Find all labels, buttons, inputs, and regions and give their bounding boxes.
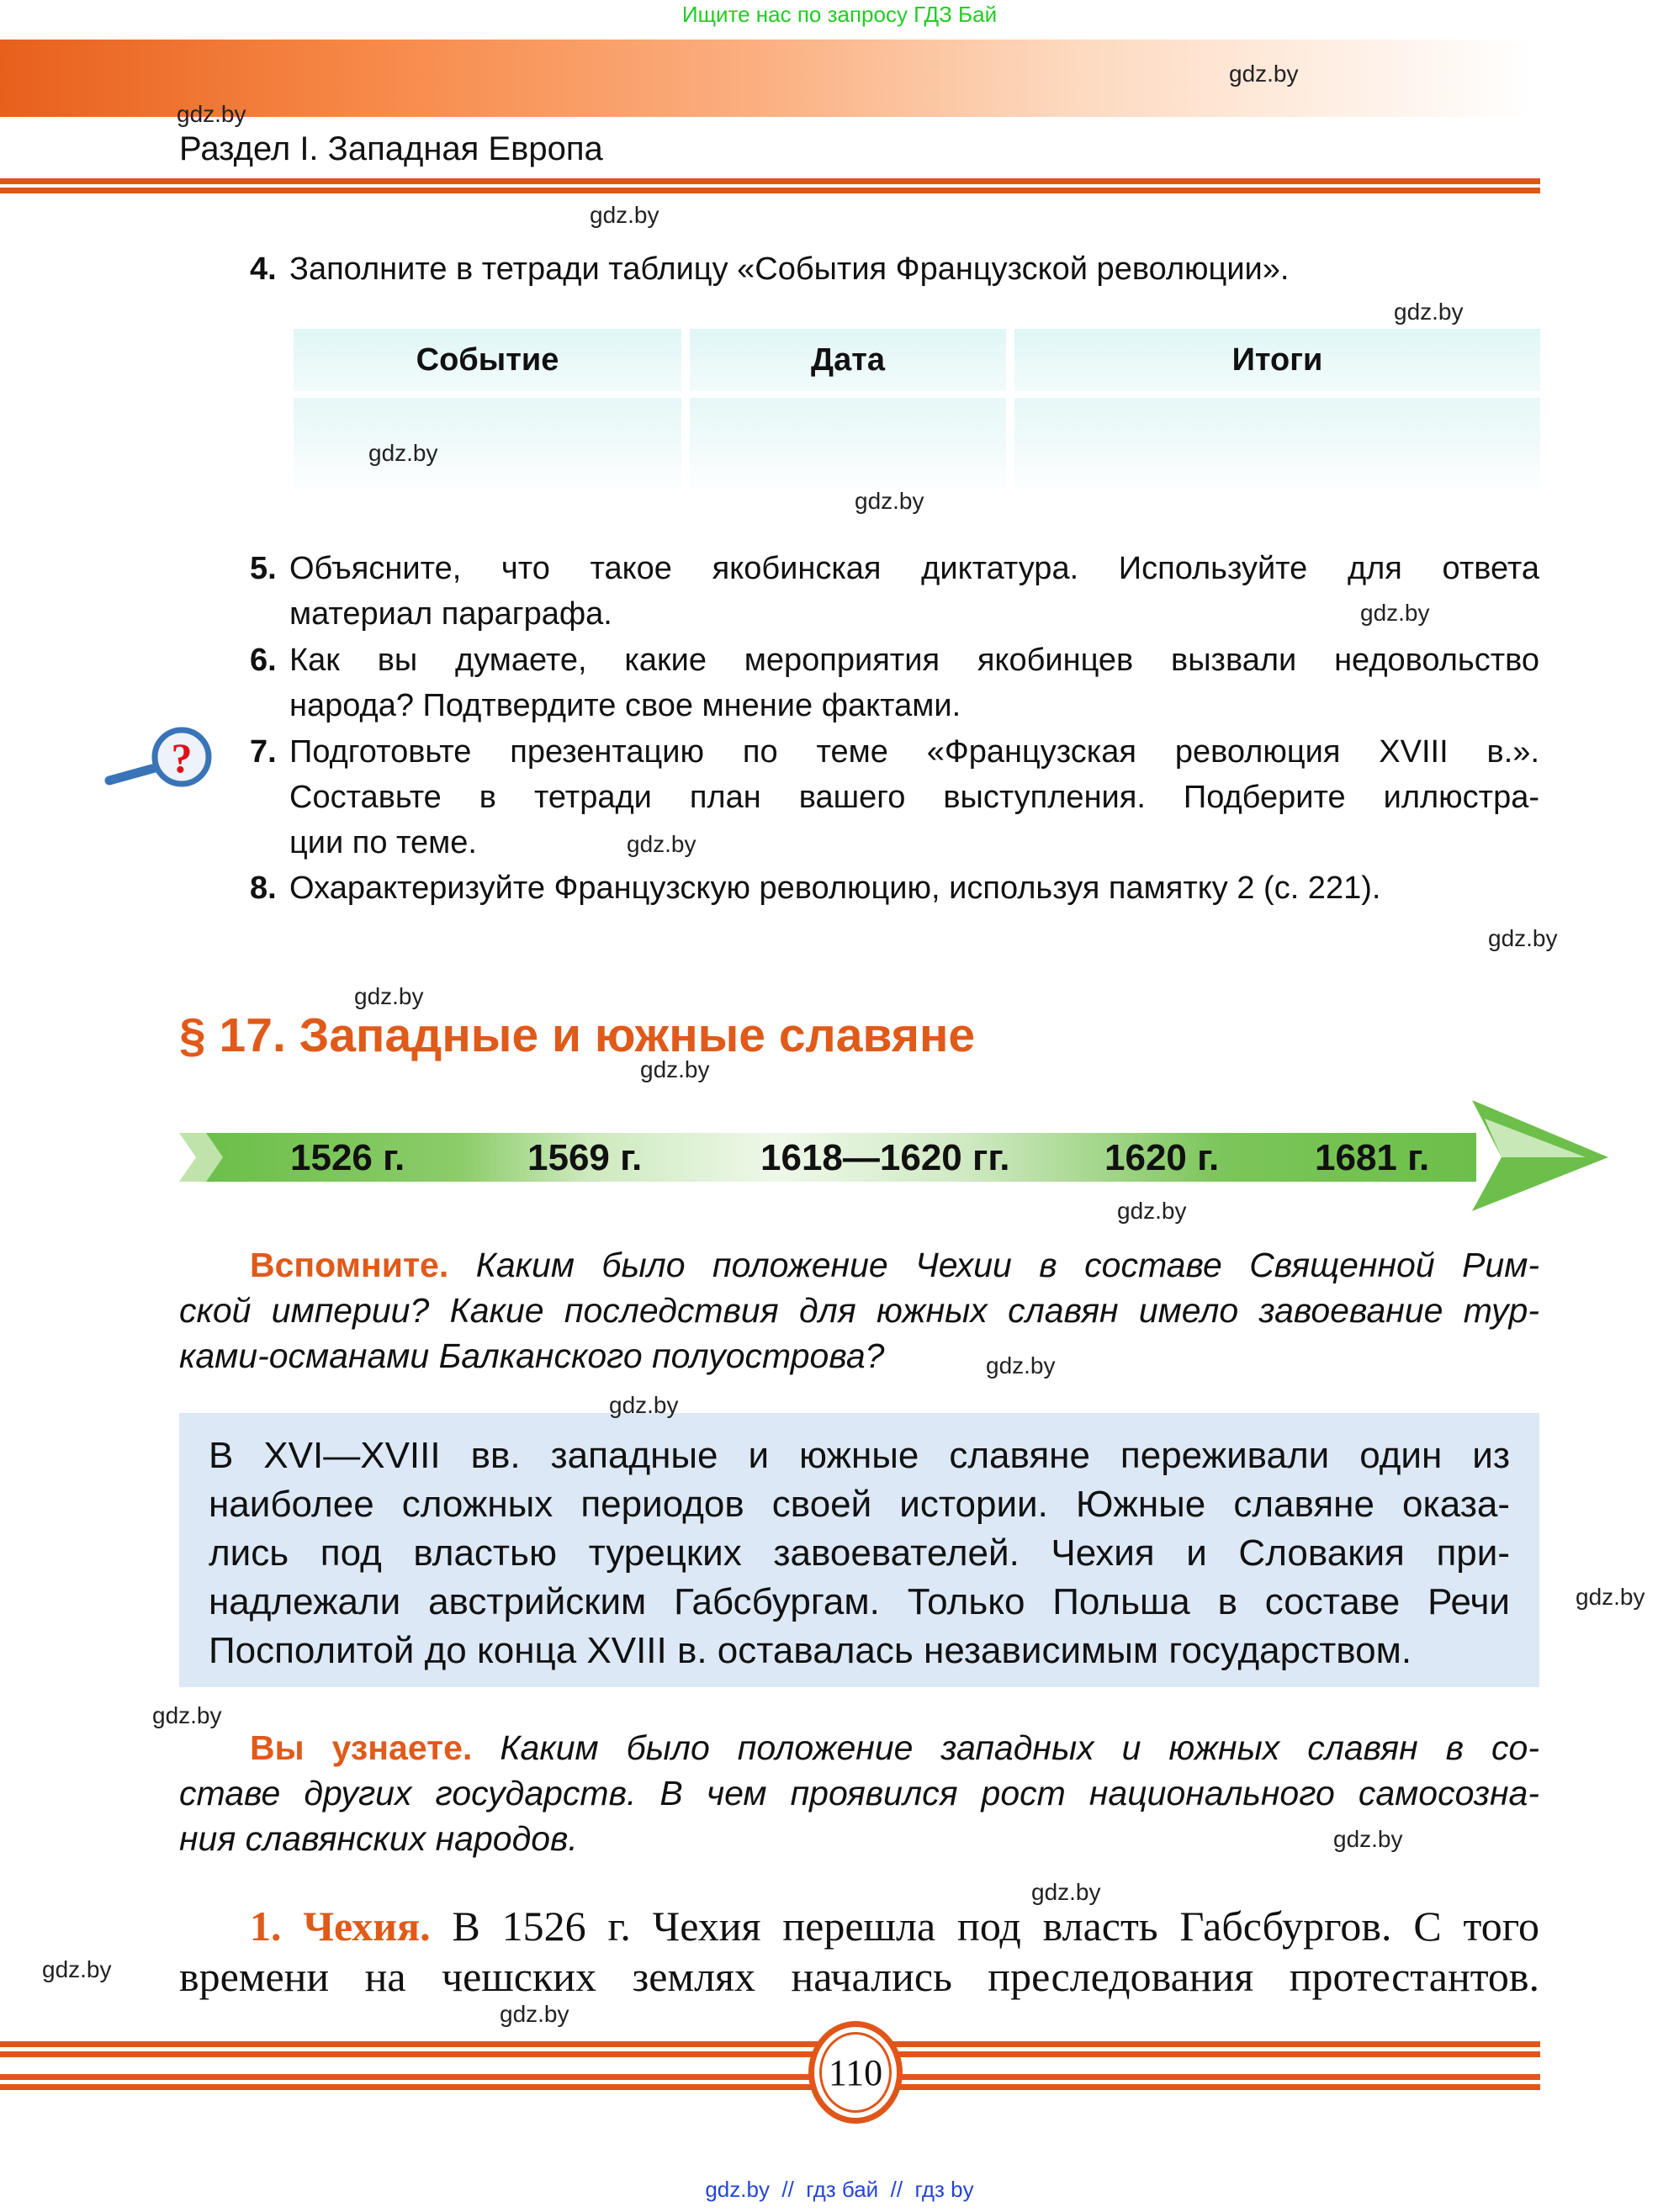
section-title: Раздел I. Западная Европа [179, 130, 603, 167]
timeline-date: 1526 г. [290, 1137, 405, 1178]
task-text: Заполните в тетради таблицу «События Французской революции». [289, 251, 1290, 287]
task-5 [250, 546, 1539, 637]
learn-text: ставе других государств. В чем проявился рост национального самосозна- [179, 1774, 1539, 1812]
table-cell [1014, 398, 1540, 489]
remember-text: ской империи? Какие последствия для южных славян имело завоевание тур- [179, 1291, 1539, 1330]
paragraph-heading: § 17. Западные и южные славяне [179, 1008, 976, 1062]
intro-text: наиболее сложных периодов своей истории. Южные славяне оказа- [209, 1484, 1510, 1525]
watermark: gdz.by [42, 1956, 112, 1982]
intro-text: лись под властью турецких завоевателей. Чехия и Словакия при- [209, 1532, 1510, 1574]
remember-text: ками-османами Балканского полуострова? [179, 1336, 885, 1375]
watermark: gdz.by [177, 101, 246, 127]
watermark: gdz.by [368, 440, 438, 466]
watermark: gdz.by [500, 2001, 569, 2027]
table-cell [294, 398, 681, 489]
svg-text:?: ? [171, 734, 193, 781]
task-number: 8. [250, 871, 277, 906]
footer-divider [0, 2084, 1540, 2090]
section-1-text: времени на чешских землях начались преследования протестантов. [179, 1953, 1539, 2000]
section-1 [179, 1901, 1539, 2002]
watermark: gdz.by [1394, 299, 1464, 325]
watermark: gdz.by [986, 1352, 1056, 1379]
task-text: Подготовьте презентацию по теме «Французская революция XVIII в.». [289, 734, 1539, 770]
remember-block [179, 1242, 1539, 1379]
learn-text: ния славянских народов. [179, 1819, 578, 1858]
header-divider [0, 188, 1540, 193]
task-text: Составьте в тетради план вашего выступления. Подберите иллюстра- [289, 780, 1539, 815]
task-number: 5. [250, 551, 277, 586]
task-number: 7. [250, 734, 277, 770]
task-6 [250, 638, 1539, 728]
table-cell [690, 398, 1006, 489]
timeline-date: 1569 г. [527, 1137, 643, 1178]
table-header: Дата [690, 329, 1006, 391]
footer-divider [0, 2074, 1540, 2080]
watermark: gdz.by [152, 1702, 222, 1728]
watermark: gdz.by [609, 1392, 679, 1418]
search-hint: Ищите нас по запросу ГДЗ Бай [681, 2, 998, 27]
watermark: gdz.by [1576, 1584, 1645, 1610]
intro-text: надлежали австрийским Габсбургам. Только Польша в составе Речи [209, 1581, 1510, 1622]
task-text: Объясните, что такое якобинская диктатура. Используйте для ответа [289, 551, 1539, 586]
learn-text: Каким было положение западных и южных славян в со- [472, 1728, 1539, 1767]
watermark: gdz.by [1360, 600, 1430, 626]
task-text: материал параграфа. [289, 596, 612, 632]
intro-box [179, 1413, 1539, 1687]
watermark: gdz.by [1488, 925, 1558, 951]
task-text: Охарактеризуйте Французскую революцию, используя памятку 2 (с. 221). [289, 871, 1381, 906]
timeline-date: 1618—1620 гг. [760, 1137, 1010, 1178]
learn-label: Вы узнаете. [250, 1728, 473, 1767]
section-1-text: В 1526 г. Чехия перешла под власть Габсбургов. С того [430, 1902, 1539, 1950]
timeline-date: 1681 г. [1315, 1137, 1430, 1178]
watermark: gdz.by [1333, 1826, 1403, 1852]
magnifier-question-icon [101, 722, 219, 797]
section-1-title: 1. Чехия. [250, 1902, 431, 1950]
page-number-badge [808, 2021, 903, 2124]
remember-label: Вспомните. [250, 1246, 449, 1284]
watermark: gdz.by [1229, 61, 1299, 87]
task-number: 4. [250, 251, 277, 287]
task-7 [250, 729, 1539, 865]
task-text: ции по теме. [289, 825, 477, 860]
remember-text: Каким было положение Чехии в составе Священной Рим- [448, 1246, 1539, 1284]
timeline-date: 1620 г. [1104, 1137, 1220, 1178]
task-4 [250, 246, 1539, 292]
intro-text: В XVI—XVIII вв. западные и южные славяне переживали один из [209, 1435, 1510, 1476]
table-header: Итоги [1014, 329, 1540, 391]
footer-divider [0, 2051, 1540, 2057]
watermark: gdz.by [1031, 1879, 1101, 1905]
watermark: gdz.by [1117, 1198, 1187, 1224]
task-text: народа? Подтвердите свое мнение фактами. [289, 688, 961, 723]
task-text: Как вы думаете, какие мероприятия якобинцев вызвали недовольство [289, 643, 1539, 678]
watermark: gdz.by [590, 202, 659, 228]
footer-divider [0, 2041, 1540, 2047]
watermark: gdz.by [354, 983, 424, 1009]
watermark: gdz.by [855, 488, 924, 514]
task-number: 6. [250, 643, 277, 678]
table-header: Событие [294, 329, 681, 391]
task-8 [250, 865, 1539, 911]
watermark: gdz.by [627, 831, 696, 857]
intro-text: Посполитой до конца XVIII в. оставалась независимым государством. [209, 1630, 1412, 1671]
page-number: 110 [819, 2032, 892, 2113]
watermark: gdz.by [640, 1056, 710, 1082]
header-divider [0, 178, 1540, 184]
footer-links: gdz.by // гдз бай // гдз by [705, 2177, 974, 2202]
